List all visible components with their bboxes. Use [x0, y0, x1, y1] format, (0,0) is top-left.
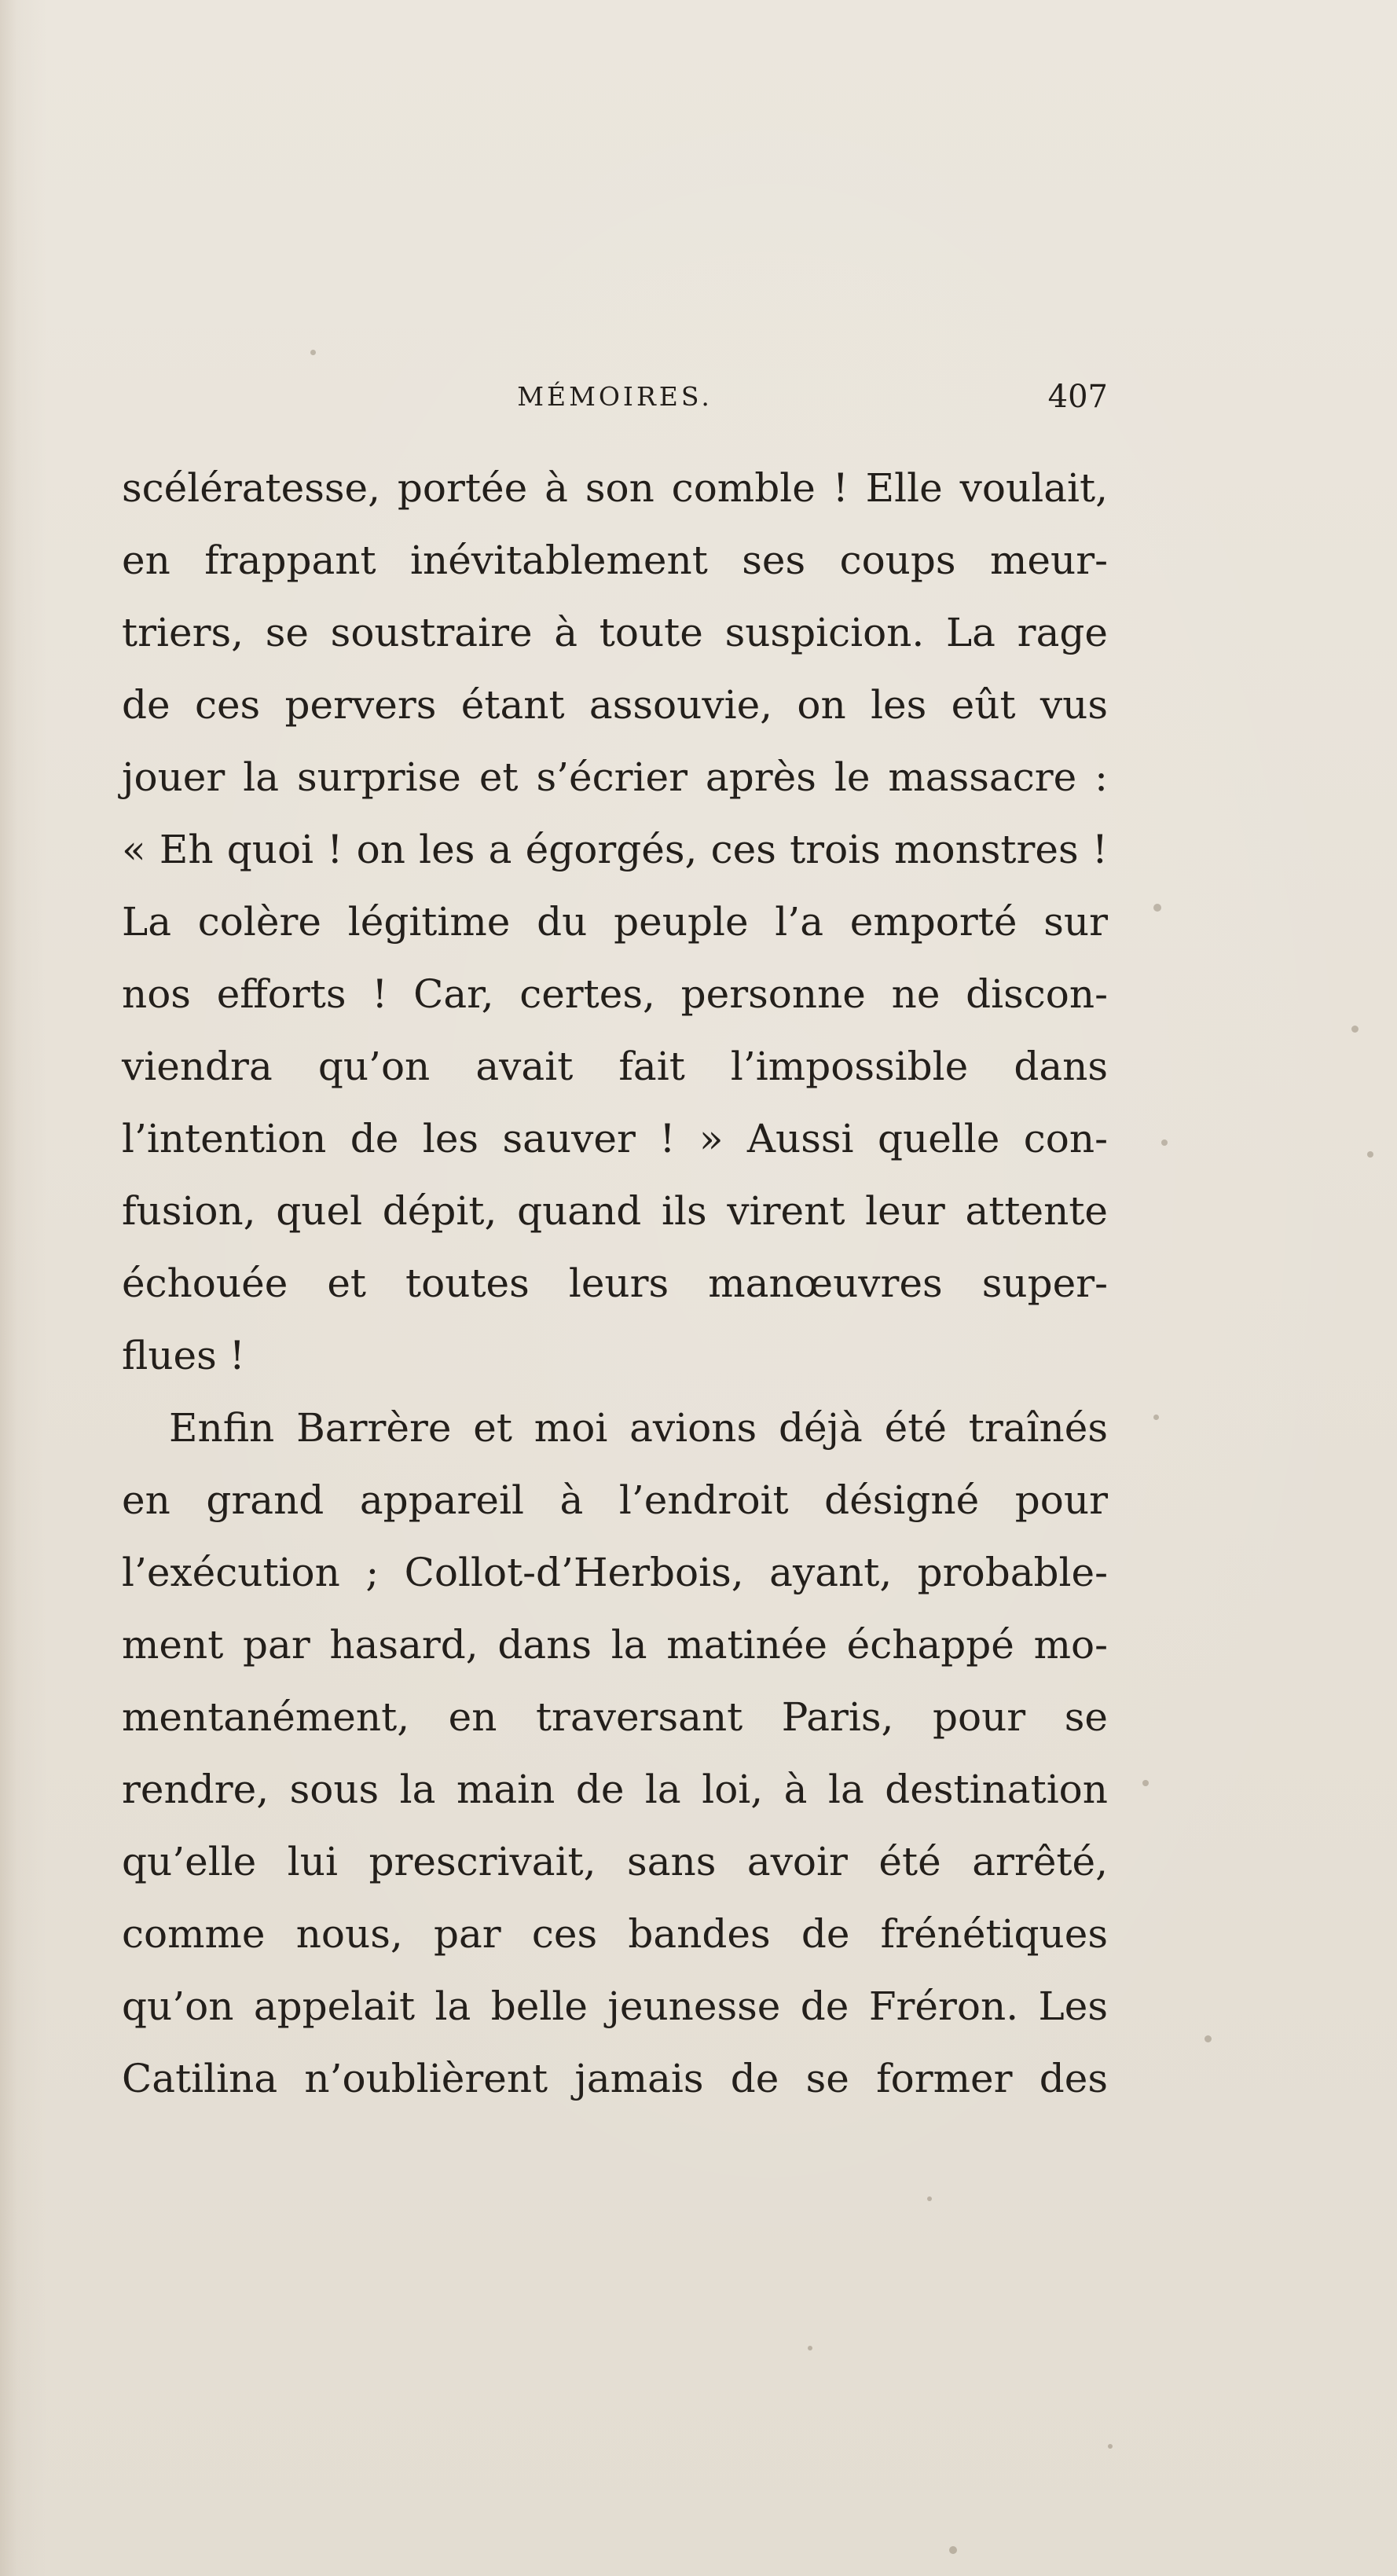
running-title: MÉMOIRES. — [517, 381, 713, 412]
text-line: triers, se soustraire à toute suspicion. La rage — [122, 610, 1108, 655]
paper-speck — [1367, 1151, 1373, 1158]
text-line: Enfin Barrère et moi avions déjà été traînés — [169, 1405, 1108, 1451]
text-line: jouer la surprise et s’écrier après le massacre : — [122, 754, 1108, 800]
text-line: « Eh quoi ! on les a égorgés, ces trois monstres ! — [122, 827, 1108, 872]
body-text — [122, 452, 1108, 2115]
paper-speck — [310, 350, 316, 355]
text-line: viendra qu’on avait fait l’impossible dans — [122, 1044, 1108, 1089]
text-line: flues ! — [122, 1333, 245, 1378]
text-line: mentanément, en traversant Paris, pour se — [122, 1694, 1108, 1740]
text-line: La colère légitime du peuple l’a emporté sur — [122, 899, 1108, 945]
text-line: Catilina n’oublièrent jamais de se former des — [122, 2056, 1108, 2101]
text-line: échouée et toutes leurs manœuvres super- — [122, 1260, 1108, 1306]
paper-speck — [949, 2546, 957, 2554]
text-line: fusion, quel dépit, quand ils virent leur attente — [122, 1188, 1108, 1234]
text-line: ment par hasard, dans la matinée échappé mo- — [122, 1622, 1108, 1668]
text-line: scélératesse, portée à son comble ! Elle voulait, — [122, 465, 1108, 511]
paragraph-2 — [122, 1392, 1108, 2115]
paper-speck — [1153, 904, 1161, 912]
text-line: l’exécution ; Collot-d’Herbois, ayant, probable- — [122, 1550, 1108, 1595]
page-number: 407 — [1047, 379, 1108, 415]
paper-speck — [1351, 1026, 1358, 1033]
text-line: rendre, sous la main de la loi, à la destination — [122, 1767, 1108, 1812]
paper-speck — [927, 2196, 932, 2201]
paper-speck — [1108, 2444, 1113, 2449]
paper-speck — [1142, 1780, 1149, 1786]
paragraph-1 — [122, 452, 1108, 1392]
text-line: l’intention de les sauver ! » Aussi quelle con- — [122, 1116, 1108, 1161]
text-line: en frappant inévitablement ses coups meur- — [122, 538, 1108, 583]
text-line: en grand appareil à l’endroit désigné pour — [122, 1477, 1108, 1523]
text-line: comme nous, par ces bandes de frénétiques — [122, 1911, 1108, 1957]
paper-speck — [1153, 1415, 1159, 1420]
paper-speck — [808, 2346, 812, 2350]
text-line: nos efforts ! Car, certes, personne ne discon- — [122, 971, 1108, 1017]
text-line: qu’elle lui prescrivait, sans avoir été arrêté, — [122, 1839, 1108, 1884]
text-line: qu’on appelait la belle jeunesse de Fréron. Les — [122, 1983, 1108, 2029]
paper-speck — [1204, 2035, 1212, 2042]
text-line: de ces pervers étant assouvie, on les eût vus — [122, 682, 1108, 728]
page-header — [122, 377, 1108, 416]
paper-speck — [1161, 1139, 1168, 1146]
